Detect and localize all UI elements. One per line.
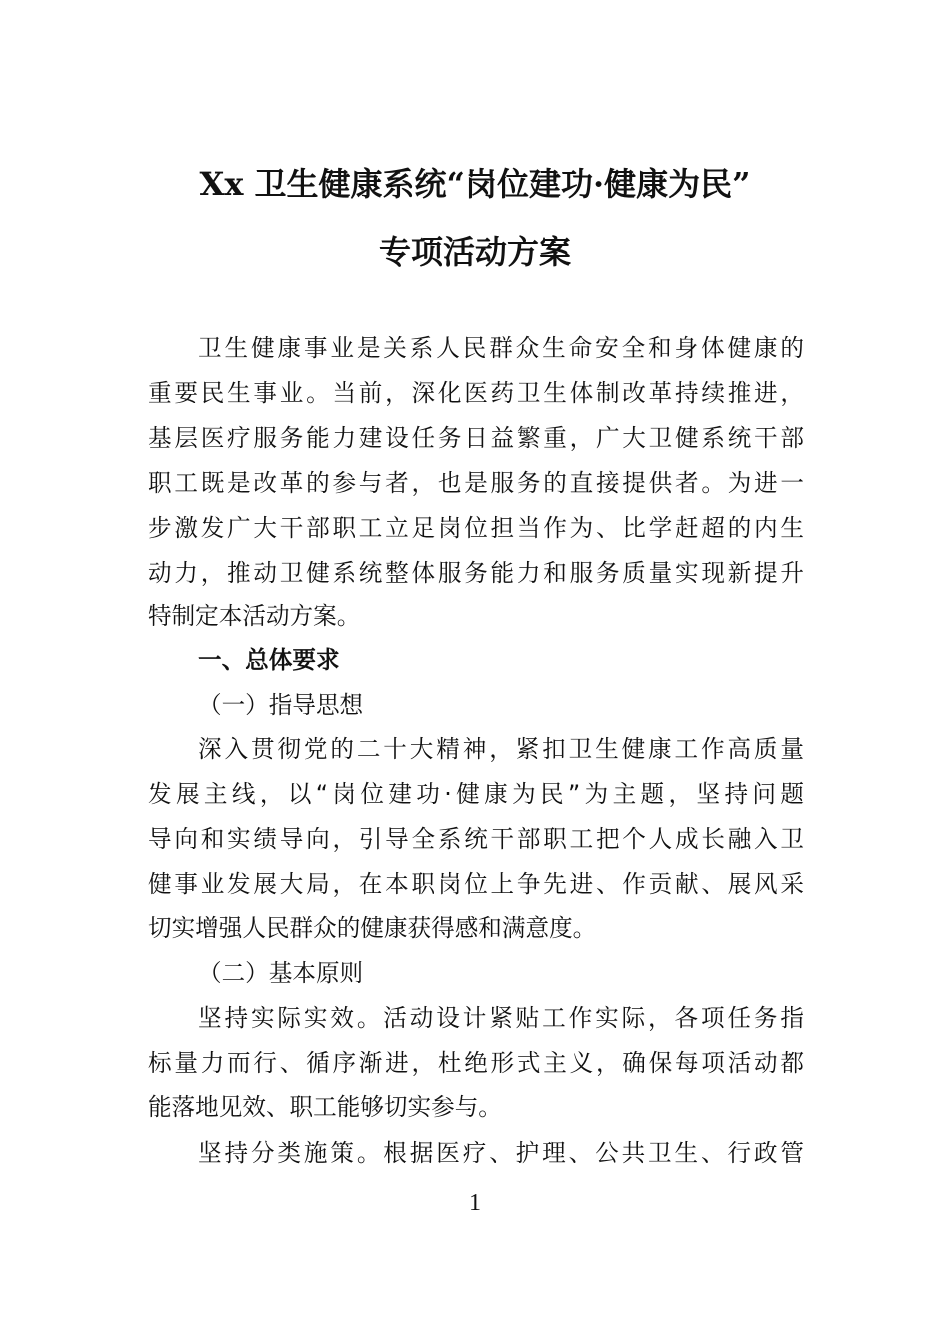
principles-line-2: 标量力而行、循序渐进，杜绝形式主义，确保每项活动都 <box>148 1049 804 1077</box>
intro-line-1: 卫生健康事业是关系人民群众生命安全和身体健康的 <box>198 334 804 362</box>
guiding-line-3: 导向和实绩导向，引导全系统干部职工把个人成长融入卫 <box>148 825 804 853</box>
intro-line-4: 职工既是改革的参与者，也是服务的直接提供者。为进一 <box>148 469 804 497</box>
intro-line-6: 动力，推动卫健系统整体服务能力和服务质量实现新提升 <box>148 559 804 587</box>
intro-line-5: 步激发广大干部职工立足岗位担当作为、比学赶超的内生 <box>148 514 804 542</box>
section-heading-general-requirements: 一、总体要求 <box>198 646 340 674</box>
principles-line-1: 坚持实际实效。活动设计紧贴工作实际，各项任务指 <box>198 1004 804 1032</box>
guiding-line-2: 发展主线，以“岗位建功·健康为民”为主题，坚持问题 <box>148 780 804 808</box>
intro-line-7: 特制定本活动方案。 <box>148 602 361 630</box>
intro-line-2: 重要民生事业。当前，深化医药卫生体制改革持续推进， <box>148 379 804 407</box>
guiding-line-5: 切实增强人民群众的健康获得感和满意度。 <box>148 914 597 942</box>
subsection-heading-guiding-ideology: （一）指导思想 <box>198 691 364 719</box>
page-number: 1 <box>469 1190 481 1216</box>
principles-line-4: 坚持分类施策。根据医疗、护理、公共卫生、行政管 <box>198 1139 804 1167</box>
document-title-line-1: Xx 卫生健康系统“岗位建功·健康为民” <box>199 165 751 203</box>
guiding-line-1: 深入贯彻党的二十大精神，紧扣卫生健康工作高质量 <box>198 735 804 763</box>
principles-line-3: 能落地见效、职工能够切实参与。 <box>148 1093 502 1121</box>
guiding-line-4: 健事业发展大局，在本职岗位上争先进、作贡献、展风采 <box>148 870 804 898</box>
intro-line-3: 基层医疗服务能力建设任务日益繁重，广大卫健系统干部 <box>148 424 804 452</box>
subsection-heading-basic-principles: （二）基本原则 <box>198 959 364 987</box>
document-title-line-2: 专项活动方案 <box>378 233 571 271</box>
